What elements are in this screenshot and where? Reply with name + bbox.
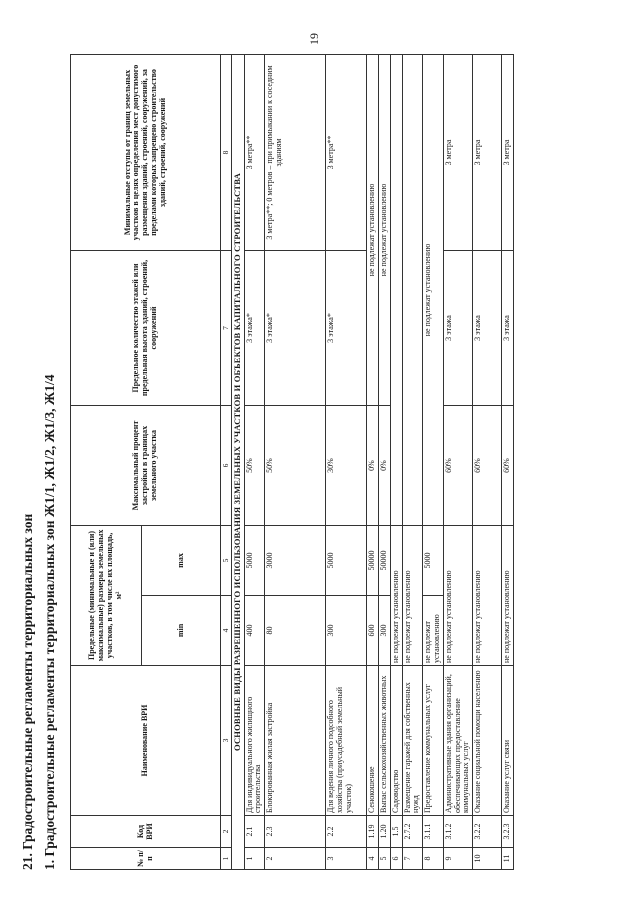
header-num: № п/п <box>71 848 221 870</box>
section-heading: ОСНОВНЫЕ ВИДЫ РАЗРЕШЕННОГО ИСПОЛЬЗОВАНИЯ ЗЕМЕЛЬНЫХ УЧАСТКОВ И ОБЪЕКТОВ КАПИТАЛЬНОГО СТРОИТЕЛЬСТВА <box>232 55 244 870</box>
header-percent: Максимальный процент застройки в границах земельного участка <box>71 406 221 526</box>
column-number: 6 <box>221 406 232 526</box>
row-name: Размещение гаражей для собственных нужд <box>402 666 423 816</box>
table-row <box>443 55 472 870</box>
row-percent: 60% <box>473 406 502 526</box>
column-number: 1 <box>221 848 232 870</box>
row-num: 10 <box>473 848 502 870</box>
row-setback: 3 метра**; 0 метров – при примыкании к соседним зданиям <box>265 55 326 251</box>
row-max: 3000 <box>265 526 326 596</box>
column-number: 8 <box>221 55 232 251</box>
row-code: 1.19 <box>367 816 379 848</box>
row-percent: 50% <box>244 406 265 526</box>
column-number: 3 <box>221 666 232 816</box>
column-numbers-row <box>221 55 232 870</box>
row-merged-empty <box>390 55 402 526</box>
row-not-set: не подлежат установлению <box>423 55 444 526</box>
row-not-set: не подлежат установлению <box>502 526 514 666</box>
row-name: Предоставление коммунальных услуг <box>423 666 444 816</box>
row-min: не подлежат установлению <box>423 596 444 666</box>
row-setback: 3 метра <box>502 55 514 251</box>
header-setbacks: Минимальные отступы от границ земельных участков в целях определения мест допустимого размещения зданий, строений, сооружений, за пределами которых запрещено строительство зданий, строений, сооружений <box>71 55 221 251</box>
column-number: 2 <box>221 816 232 848</box>
header-row-1 <box>71 55 142 870</box>
column-number: 7 <box>221 251 232 406</box>
row-code: 3.2.2 <box>473 816 502 848</box>
row-num: 9 <box>443 848 472 870</box>
row-num: 2 <box>265 848 326 870</box>
column-number: 4 <box>221 596 232 666</box>
row-code: 2.7.2 <box>402 816 423 848</box>
row-percent: 60% <box>443 406 472 526</box>
header-floors: Предельное количество этажей или предельная высота зданий, строений, сооружений <box>71 251 221 406</box>
row-name: Выпас сельскохозяйственных животных <box>378 666 390 816</box>
row-code: 2.1 <box>244 816 265 848</box>
row-name: Сенокошение <box>367 666 379 816</box>
rotated-document-content <box>20 40 580 870</box>
table-row <box>367 55 379 870</box>
row-floors: 3 этажа* <box>326 251 367 406</box>
regulations-table <box>70 54 514 870</box>
row-code: 3.1.2 <box>443 816 472 848</box>
row-not-set: не подлежат установлению <box>402 526 423 666</box>
row-name: Садоводство <box>390 666 402 816</box>
header-code: Код ВРИ <box>71 816 221 848</box>
row-num: 7 <box>402 848 423 870</box>
table-row <box>502 55 514 870</box>
row-num: 8 <box>423 848 444 870</box>
header-size-group: Предельные (минимальные и (или) максимальные) размеры земельных участков, в том числе их площадь, м² <box>71 526 142 666</box>
row-not-set: не подлежат установлению <box>367 55 379 406</box>
row-max: 50000 <box>367 526 379 596</box>
row-min: 300 <box>326 596 367 666</box>
row-not-set: не подлежат установлению <box>473 526 502 666</box>
row-percent: 60% <box>502 406 514 526</box>
row-not-set: не подлежат установлению <box>390 526 402 666</box>
table-row <box>378 55 390 870</box>
row-floors: 3 этажа <box>502 251 514 406</box>
row-code: 3.2.3 <box>502 816 514 848</box>
row-name: Для ведения личного подсобного хозяйства (приусадебный земельный участок) <box>326 666 367 816</box>
row-name: Административные здания организаций, обеспечивающих предоставление коммунальных услуг <box>443 666 472 816</box>
row-num: 5 <box>378 848 390 870</box>
row-max: 5000 <box>326 526 367 596</box>
row-min: 400 <box>244 596 265 666</box>
header-name: Наименование ВРИ <box>71 666 221 816</box>
row-num: 1 <box>244 848 265 870</box>
row-min: 80 <box>265 596 326 666</box>
subsection-title: 1. Градостроительные регламенты территориальных зон Ж1/1, Ж1/2, Ж1/3, Ж1/4 <box>42 374 57 870</box>
table-row <box>402 55 423 870</box>
row-code: 1.5 <box>390 816 402 848</box>
row-setback: 3 метра <box>473 55 502 251</box>
row-floors: 3 этажа <box>473 251 502 406</box>
header-min: min <box>142 596 221 666</box>
section-title: 21. Градостроительные регламенты территориальных зон <box>20 513 35 870</box>
row-name: Для индивидуального жилищного строительства <box>244 666 265 816</box>
section-heading-row <box>232 55 244 870</box>
header-max: max <box>142 526 221 596</box>
row-max: 5000 <box>423 526 444 596</box>
row-floors: 3 этажа* <box>265 251 326 406</box>
table-row <box>265 55 326 870</box>
row-percent: 50% <box>265 406 326 526</box>
table-row <box>326 55 367 870</box>
row-setback: 3 метра** <box>244 55 265 251</box>
row-num: 3 <box>326 848 367 870</box>
column-number: 5 <box>221 526 232 596</box>
row-max: 50000 <box>378 526 390 596</box>
row-percent: 30% <box>326 406 367 526</box>
row-max: 5000 <box>244 526 265 596</box>
row-name: Блокированная жилая застройка <box>265 666 326 816</box>
row-not-set: не подлежат установлению <box>378 55 390 406</box>
row-num: 4 <box>367 848 379 870</box>
table-row <box>473 55 502 870</box>
row-code: 2.3 <box>265 816 326 848</box>
table-row <box>244 55 265 870</box>
page-number: 19 <box>307 33 321 45</box>
row-code: 3.1.1 <box>423 816 444 848</box>
row-percent: 0% <box>378 406 390 526</box>
row-floors: 3 этажа <box>443 251 472 406</box>
row-name: Оказание социальной помощи населению <box>473 666 502 816</box>
row-num: 11 <box>502 848 514 870</box>
row-merged-empty <box>402 55 423 526</box>
row-not-set: не подлежат установлению <box>443 526 472 666</box>
table-row <box>423 55 444 870</box>
row-percent: 0% <box>367 406 379 526</box>
row-setback: 3 метра <box>443 55 472 251</box>
row-code: 2.2 <box>326 816 367 848</box>
row-floors: 3 этажа* <box>244 251 265 406</box>
row-min: 600 <box>367 596 379 666</box>
row-min: 300 <box>378 596 390 666</box>
row-code: 1.20 <box>378 816 390 848</box>
table-row <box>390 55 402 870</box>
row-setback: 3 метра** <box>326 55 367 251</box>
row-num: 6 <box>390 848 402 870</box>
row-name: Оказание услуг связи <box>502 666 514 816</box>
